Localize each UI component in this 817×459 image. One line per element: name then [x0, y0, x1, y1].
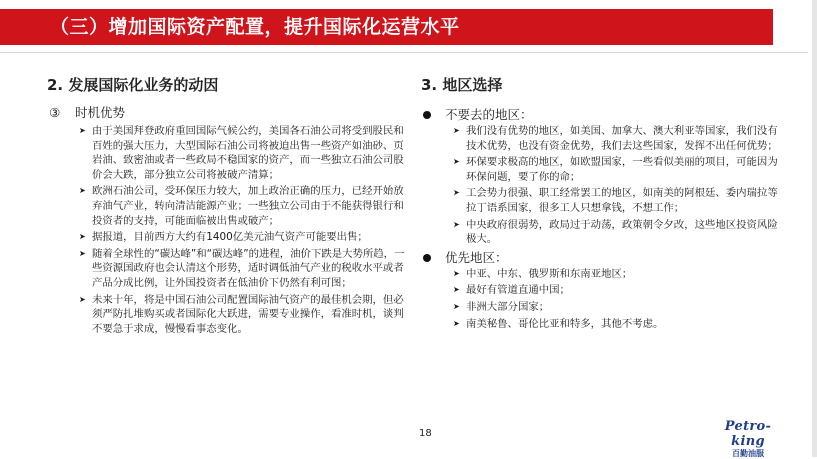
title-divider — [0, 52, 808, 53]
list-item: ➤ 随着全球性的“碳达峰”和“碳达峰”的进程，油价下跌是大势所趋，一些资源国政府也会认清这个形势，适时调低油气产业的税收水平或者产品分成比例，让外国投资者在低油价下仍然有利可图； — [79, 247, 409, 291]
list-item: ➤ 最好有管道直通中国； — [453, 283, 783, 298]
list-item: ➤ 据报道，目前西方大约有1400亿美元油气资产可能要出售； — [79, 230, 409, 245]
list-item: ➤ 工会势力很强、职工经常罢工的地区，如南美的阿根廷、委内瑞拉等拉丁语系国家，很多工人只想拿钱，不想工作； — [453, 186, 783, 215]
motive-list — [79, 124, 409, 336]
priority-list — [453, 267, 783, 331]
list-item: ➤ 非洲大部分国家； — [453, 300, 783, 315]
list-item: ➤ 我们没有优势的地区，如美国、加拿大、澳大利亚等国家，我们没有技术优势，也没有资金优势，我们去这些国家，发挥不出任何优势； — [453, 124, 783, 153]
page-number: 18 — [419, 428, 432, 439]
right-column — [423, 106, 783, 333]
avoid-list — [453, 124, 783, 247]
list-item: ➤ 南美秘鲁、哥伦比亚和特多，其他不考虑。 — [453, 317, 783, 332]
slide-title: （三）增加国际资产配置，提升国际化运营水平 — [50, 16, 460, 38]
group-label: 优先地区： — [445, 249, 508, 265]
point-header — [49, 104, 409, 121]
left-heading: 2. 发展国际化业务的动因 — [47, 76, 219, 94]
bullet-dot-icon — [423, 111, 431, 119]
list-item: ➤ 中央政府很弱势，政局过于动荡，政策朝令夕改，这些地区投资风险极大。 — [453, 218, 783, 247]
group-label: 不要去的地区： — [445, 107, 533, 122]
group-title-priority — [423, 249, 783, 266]
list-item: ➤ 由于美国拜登政府重回国际气候公约，美国各石油公司将受到股民和百姓的强大压力，大型国际石油公司将被迫出售一些资产如油砂、页岩油、致密油或者一些政局不稳国家的资产，而一些独立石油公司股价会大跌，部分独立公司将被破产清算； — [79, 124, 409, 182]
slide-edge — [812, 0, 817, 457]
point-marker: ③ — [49, 105, 61, 120]
list-item: ➤ 环保要求极高的地区，如欧盟国家，一些看似美丽的项目，可能因为环保问题，要了你的命； — [453, 155, 783, 184]
point-title: 时机优势 — [75, 105, 126, 120]
slide-title-bar — [0, 9, 773, 45]
logo-subtext: 百勤油服 — [732, 449, 764, 458]
list-item: ➤ 未来十年，将是中国石油公司配置国际油气资产的最佳机会期，但必须严防扎堆购买或者国际化大跃进，需要专业操作，看准时机，谈判不要急于求成，慢慢看事态变化。 — [79, 293, 409, 337]
right-heading: 3. 地区选择 — [421, 76, 503, 94]
list-item: ➤ 中亚、中东、俄罗斯和东南亚地区； — [453, 267, 783, 282]
bullet-dot-icon — [423, 254, 431, 262]
group-title-avoid — [423, 106, 783, 123]
left-column — [49, 104, 409, 338]
logo-text: Petro-king — [724, 419, 772, 449]
company-logo — [708, 419, 788, 459]
list-item: ➤ 欧洲石油公司，受环保压力较大，加上政治正确的压力，已经开始放弃油气产业，转向清洁能源产业；一些独立公司由于不能获得银行和投资者的支持，可能面临被出售或破产； — [79, 184, 409, 228]
